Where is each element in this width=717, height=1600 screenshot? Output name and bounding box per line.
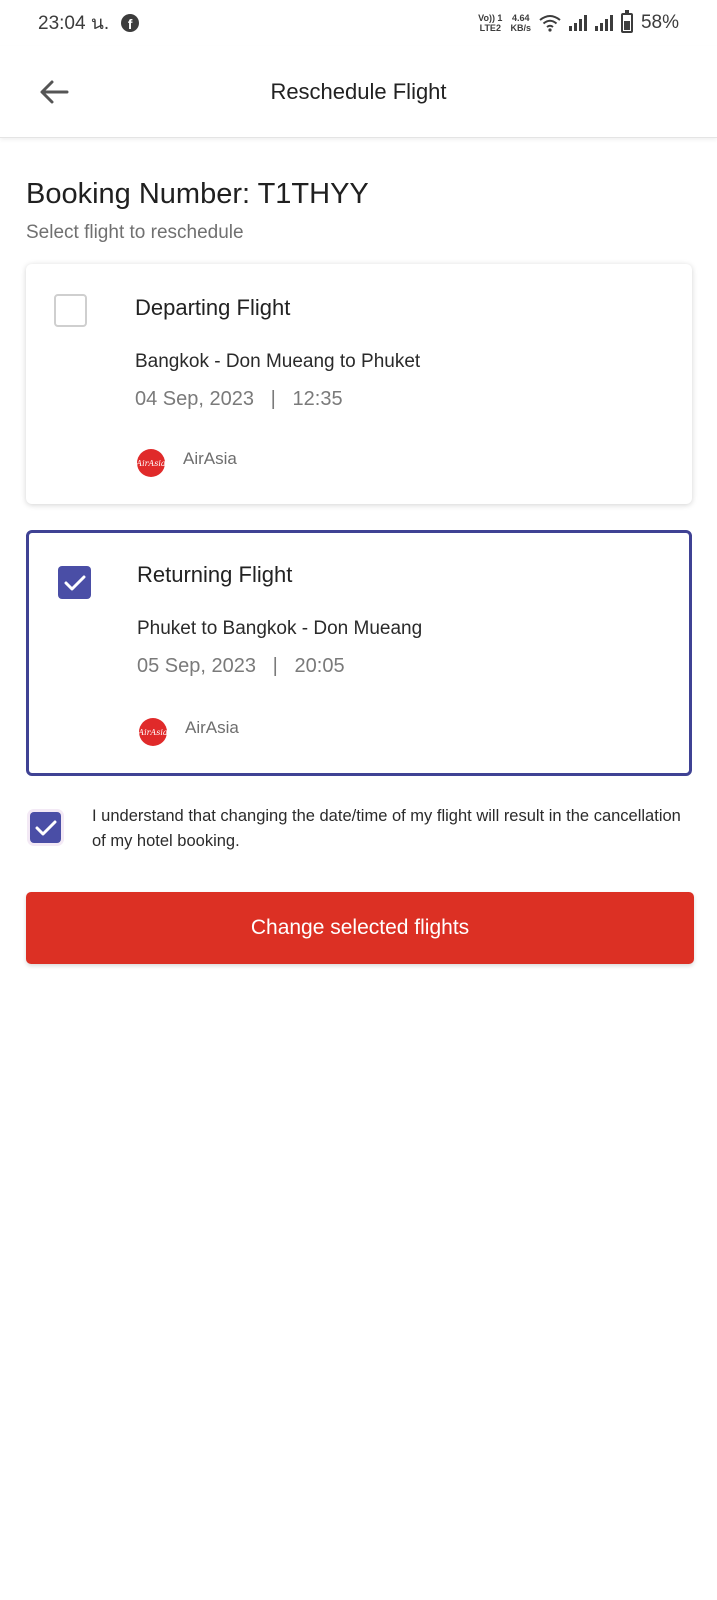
wifi-icon — [539, 14, 561, 32]
flight-card-title: Departing Flight — [135, 295, 291, 320]
returning-flight-checkbox[interactable] — [58, 566, 91, 599]
signal-icon — [595, 15, 613, 31]
battery-icon — [621, 13, 633, 33]
flight-datetime: 04 Sep, 2023 | 12:35 — [135, 388, 343, 410]
app-bar — [0, 46, 717, 138]
status-left — [38, 8, 139, 38]
back-button[interactable] — [34, 72, 74, 112]
booking-number: Booking Number: T1THYY — [26, 178, 369, 210]
change-selected-flights-button[interactable]: Change selected flights — [26, 892, 694, 964]
flight-datetime: 05 Sep, 2023 | 20:05 — [137, 655, 345, 677]
flight-card-departing[interactable] — [26, 264, 692, 504]
consent-checkbox[interactable] — [30, 812, 61, 843]
flight-route: Phuket to Bangkok - Don Mueang — [137, 618, 423, 639]
airline-name: AirAsia — [183, 449, 237, 468]
network-speed: 4.64 KB/s — [510, 13, 531, 33]
checkmark-icon — [35, 819, 57, 837]
booking-subtitle: Select flight to reschedule — [26, 222, 244, 243]
arrow-left-icon — [39, 79, 69, 105]
departing-flight-checkbox[interactable] — [54, 294, 87, 327]
battery-percent: 58% — [640, 12, 679, 33]
airline-logo-icon: AirAsia — [137, 449, 165, 477]
airline-name: AirAsia — [185, 718, 239, 737]
status-right — [478, 12, 679, 34]
flight-route: Bangkok - Don Mueang to Phuket — [135, 351, 421, 372]
consent-text: I understand that changing the date/time of my flight will result in the cancellation of my hotel booking. — [92, 807, 681, 850]
checkmark-icon — [64, 574, 86, 592]
facebook-icon: f — [121, 14, 139, 32]
signal-icon — [569, 15, 587, 31]
flight-card-returning[interactable] — [26, 530, 692, 776]
status-bar — [0, 0, 717, 46]
network-type: Vo)) 1 LTE2 — [478, 13, 503, 33]
airline-logo-icon: AirAsia — [139, 718, 167, 746]
page-title: Reschedule Flight — [270, 78, 447, 104]
flight-card-title: Returning Flight — [137, 562, 293, 587]
status-time: 23:04 น. — [38, 13, 110, 34]
